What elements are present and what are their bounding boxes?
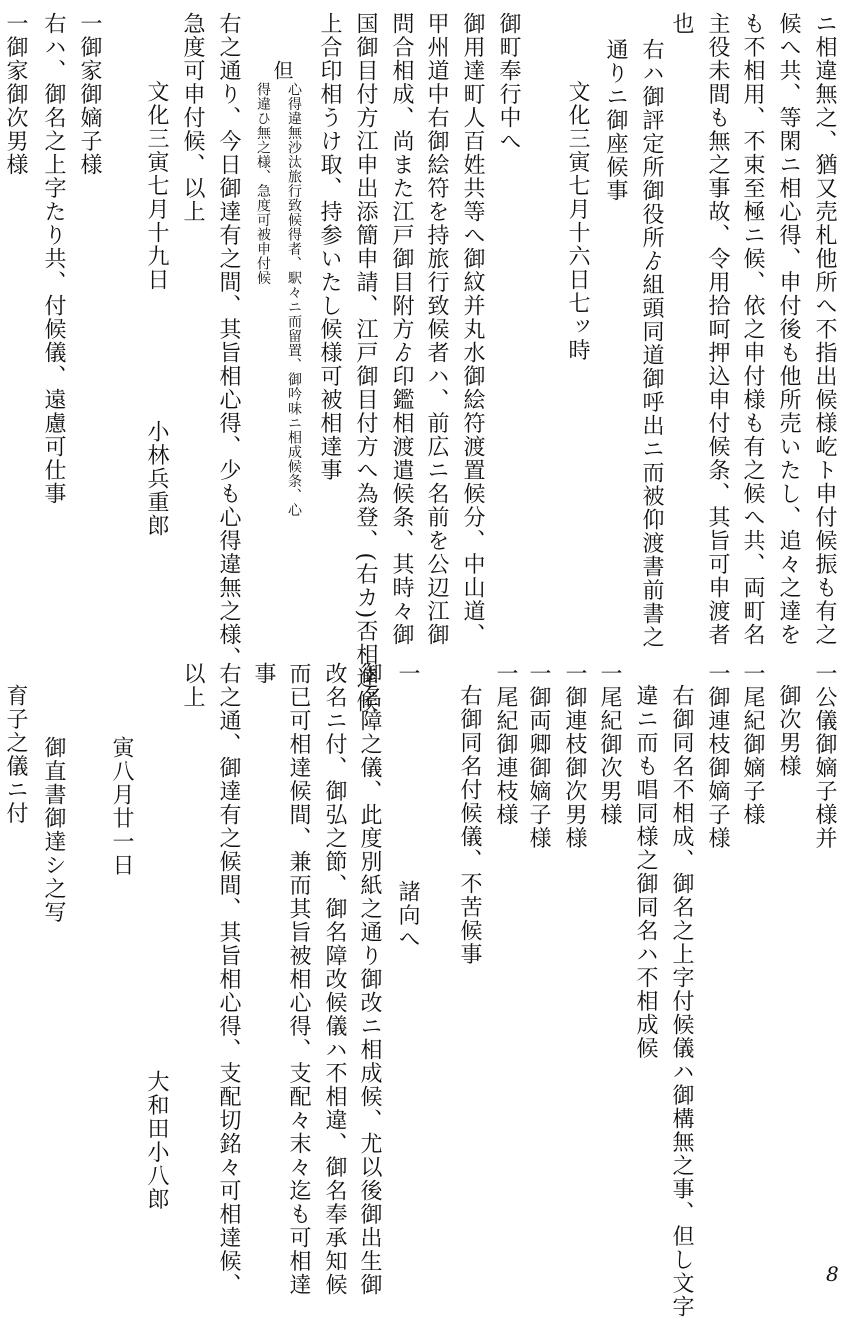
text-column: 一: [395, 662, 420, 686]
page-number: 8: [826, 1262, 839, 1286]
text-column: 育子之儀ニ付: [3, 684, 28, 825]
text-column: 御次男様: [776, 684, 801, 778]
date-line: 文化三寅七月十六日七ッ時: [565, 80, 590, 362]
text-column: 右御同名付候儀、不苦候事: [457, 684, 482, 966]
text-column: 上合印相うけ取、持参いたし候様可被相達事: [317, 12, 342, 482]
text-column: 御町奉行中へ: [496, 12, 521, 153]
text-column: 一御連枝御次男様: [562, 662, 587, 850]
text-column: 国御目付方江申出添簡申請、江戸御目付方へ為登、(右カ)否相達候: [353, 12, 378, 714]
text-column: 右之通、御達有之候間、其旨相心得、支配切銘々可相達候、: [216, 662, 241, 1297]
date-line: 文化三寅七月十九日: [144, 80, 169, 292]
text-column: 候へ共、等閑ニ相心得、申付後も他所売いたし、追々之達を: [776, 12, 801, 647]
text-column: も不相用、不束至極ニ候、依之申付様も有之候へ共、両町名: [740, 12, 765, 647]
signature-name: 小林兵重郎: [144, 420, 169, 538]
signature-name: 大和田小八郎: [144, 1070, 169, 1211]
text-column: 通りニ御座候事: [603, 38, 628, 203]
text-column: 一尾紀御次男様: [597, 662, 622, 827]
date-line: 寅八月廿一日: [109, 736, 134, 877]
text-column: 一尾紀御嫡子様: [740, 662, 765, 827]
text-column: 御用達町人百姓共等へ御紋并丸水御絵符渡置候分、中山道、: [460, 12, 485, 647]
text-column: 事: [251, 662, 276, 686]
text-column: 主役未間も無之事故、令用拾呵押込申付候条、其旨可申渡者: [705, 12, 730, 647]
note-marker: 但: [270, 60, 294, 82]
text-column: 右之通り、今日御達有之間、其旨相心得、少も心得違無之様、: [216, 12, 241, 670]
text-column: 違ニ而も唱同様之御同名ハ不相成候: [633, 684, 658, 1060]
text-column: 急度可申付候、以上: [180, 12, 205, 224]
note-text: 心得違無沙汰旅行致候得者、駅々ニ而留置、御吟味ニ相成候条、心: [286, 82, 302, 517]
text-column: 一御両卿御嫡子様: [526, 662, 551, 850]
text-column: 甲州道中右御絵符を持旅行致候者ハ、前広ニ名前を公辺江御: [424, 12, 449, 647]
text-column: 一尾紀御連枝様: [493, 662, 518, 827]
text-column: 御名障之儀、此度別紙之通り御改ニ相成候、尤以後御出生御: [357, 662, 382, 1297]
text-column: 也: [669, 12, 694, 36]
text-column: 右御同名不相成、御名之上字付候儀ハ御構無之事、但し文字: [669, 684, 694, 1319]
text-column: 一公儀御嫡子様并: [812, 662, 837, 850]
note-text: 得違ひ無之様、急度可被申付候: [255, 82, 271, 285]
text-column: 右ハ、御名之上字たり共、付候儀、遠慮可仕事: [41, 12, 66, 506]
text-column: 御直書御達シ之写: [41, 736, 66, 924]
addressee-line: 諸向へ: [395, 880, 420, 951]
text-column: 而已可相達候間、兼而其旨被相心得、支配々末々迄も可相達: [286, 662, 311, 1297]
text-column: 改名ニ付、御弘之節、御名障改候儀ハ不相違、御名奉承知候: [322, 662, 347, 1297]
text-column: 一御家御嫡子様: [77, 12, 102, 177]
text-column: 一御連枝御嫡子様: [705, 662, 730, 850]
text-column: 問合相成、尚また江戸御目附方ゟ印鑑相渡遣候条、其時々御: [389, 12, 414, 647]
text-column: ニ相違無之、猶又売札他所へ不指出候様屹ト申付候振も有之: [812, 12, 837, 647]
text-column: 以上: [180, 662, 205, 709]
text-column: 右ハ御評定所御役所ゟ組頭同道御呼出ニ而被仰渡書前書之: [639, 38, 664, 649]
text-column: 一御家御次男様: [3, 12, 28, 177]
